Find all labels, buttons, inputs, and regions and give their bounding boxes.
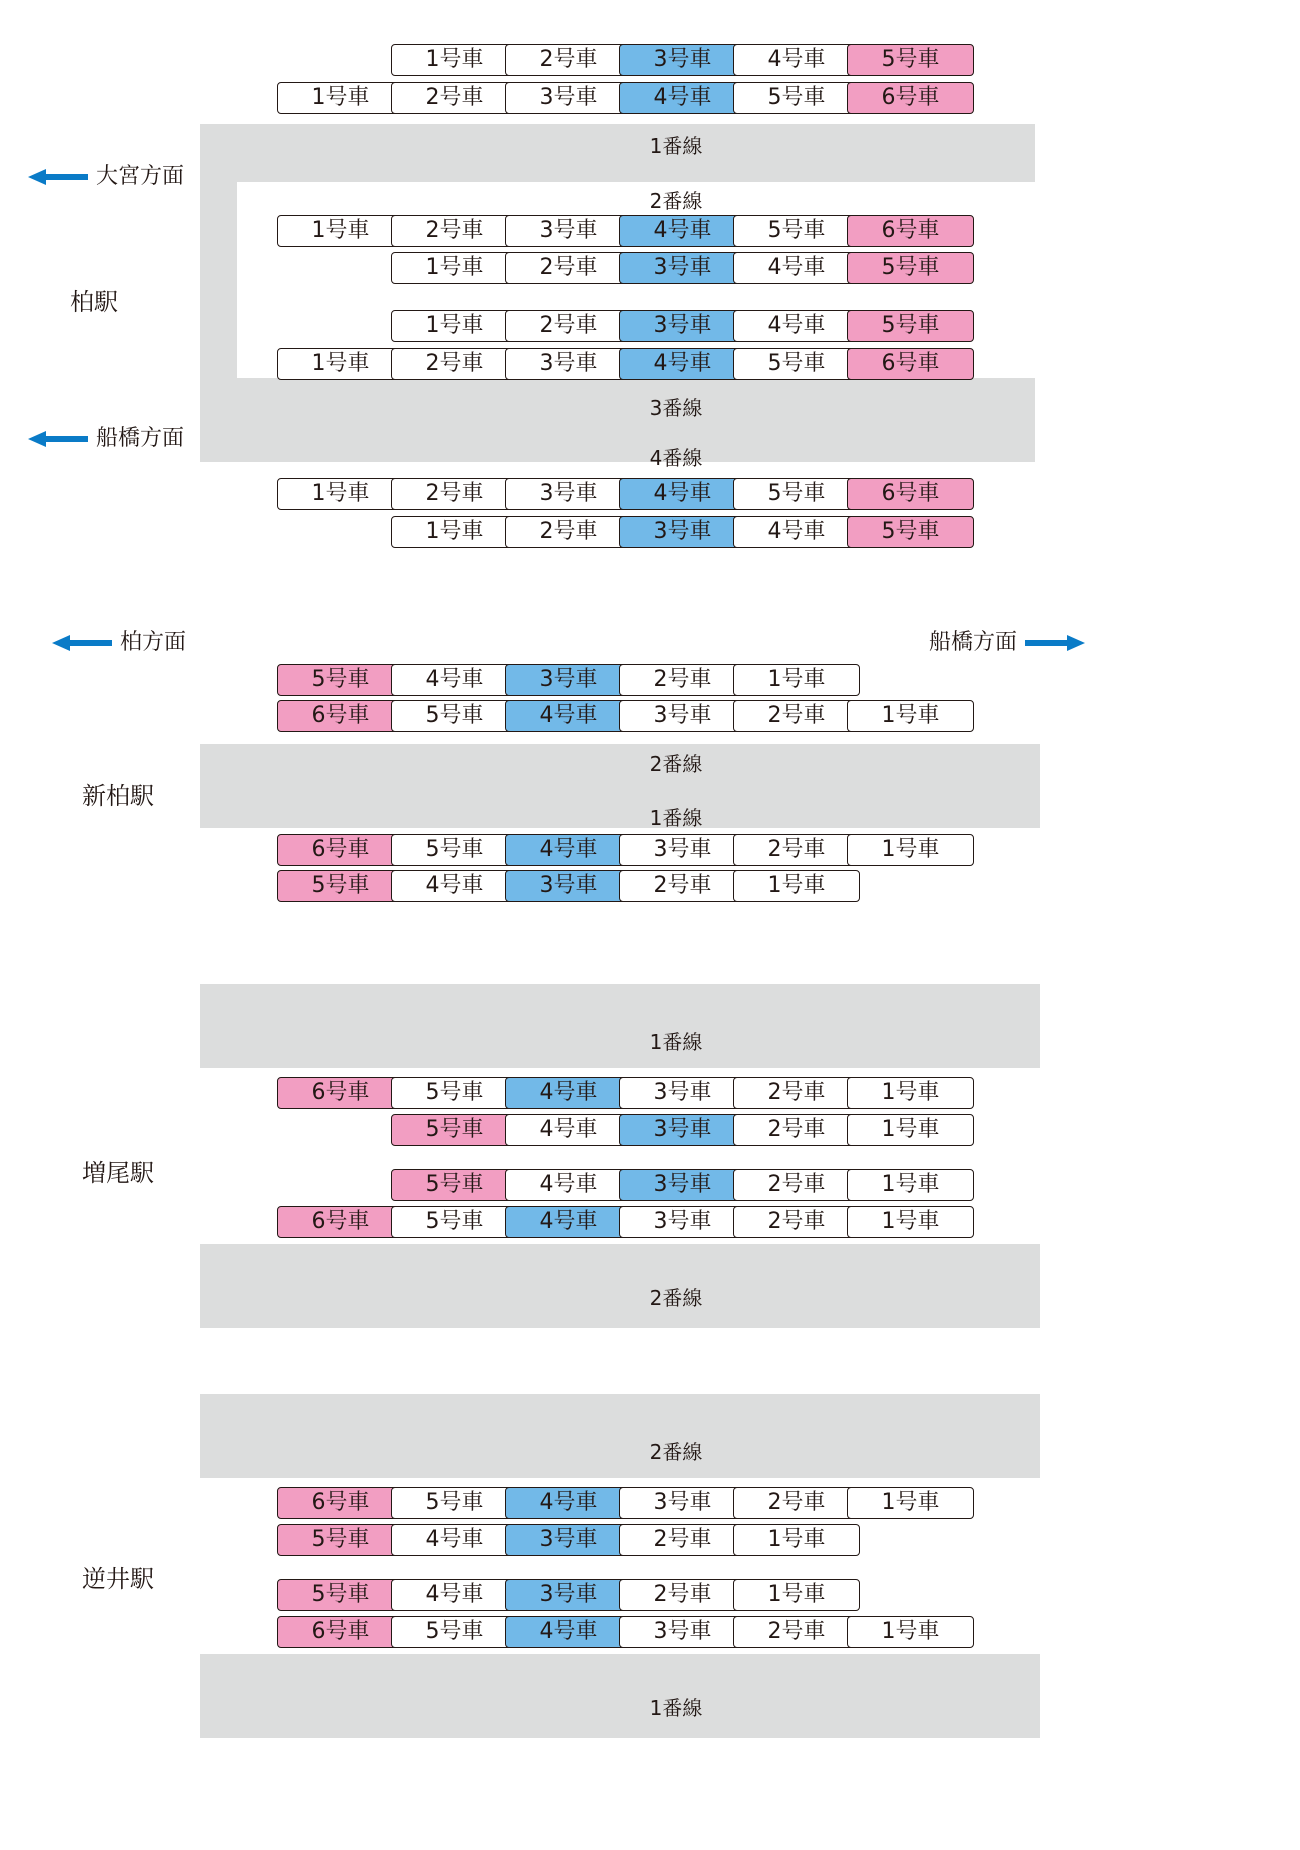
car-box: 1号車 — [277, 215, 404, 247]
car-box: 2号車 — [733, 1114, 860, 1146]
car-box: 3号車 — [505, 1524, 632, 1556]
car-box: 1号車 — [391, 516, 518, 548]
car-box: 3号車 — [619, 310, 746, 342]
car-box: 1号車 — [847, 1114, 974, 1146]
car-box: 4号車 — [733, 252, 860, 284]
track-label: 3番線 — [649, 396, 703, 420]
car-box: 5号車 — [733, 82, 860, 114]
car-box: 1号車 — [277, 348, 404, 380]
car-box: 6号車 — [277, 834, 404, 866]
direction-label: 大宮方面 — [96, 164, 185, 189]
car-box: 4号車 — [733, 516, 860, 548]
station-name: 柏駅 — [70, 288, 118, 316]
car-box: 4号車 — [505, 1077, 632, 1109]
car-box: 2号車 — [505, 252, 632, 284]
direction-indicator — [929, 628, 1085, 658]
track-label: 2番線 — [649, 752, 703, 776]
car-box: 1号車 — [847, 700, 974, 732]
car-box: 3号車 — [619, 1169, 746, 1201]
car-box: 4号車 — [619, 478, 746, 510]
car-box: 4号車 — [619, 348, 746, 380]
car-box: 4号車 — [505, 1114, 632, 1146]
car-box: 4号車 — [505, 1206, 632, 1238]
car-box: 2号車 — [733, 1206, 860, 1238]
station-name: 逆井駅 — [82, 1565, 154, 1593]
car-box: 3号車 — [505, 82, 632, 114]
car-box: 2号車 — [619, 1524, 746, 1556]
car-box: 4号車 — [391, 870, 518, 902]
car-box: 3号車 — [619, 834, 746, 866]
car-box: 1号車 — [277, 82, 404, 114]
car-box: 1号車 — [733, 1579, 860, 1611]
car-box: 1号車 — [733, 664, 860, 696]
track-label: 4番線 — [649, 446, 703, 470]
car-box: 2号車 — [733, 1487, 860, 1519]
car-box: 5号車 — [847, 44, 974, 76]
car-box: 4号車 — [619, 215, 746, 247]
car-box: 3号車 — [619, 1114, 746, 1146]
car-box: 5号車 — [391, 1169, 518, 1201]
arrow-right-icon — [1025, 635, 1085, 651]
car-box: 4号車 — [391, 1524, 518, 1556]
car-box: 2号車 — [733, 1169, 860, 1201]
car-box: 5号車 — [391, 700, 518, 732]
car-box: 2号車 — [733, 1077, 860, 1109]
car-box: 3号車 — [619, 700, 746, 732]
car-box: 6号車 — [277, 1206, 404, 1238]
track-label: 1番線 — [649, 1030, 703, 1054]
direction-indicator — [52, 628, 186, 658]
car-box: 3号車 — [505, 870, 632, 902]
direction-label: 船橋方面 — [96, 426, 185, 451]
car-box: 6号車 — [847, 478, 974, 510]
car-box: 3号車 — [619, 44, 746, 76]
car-box: 5号車 — [847, 310, 974, 342]
car-box: 1号車 — [391, 44, 518, 76]
car-box: 3号車 — [619, 1616, 746, 1648]
car-box: 4号車 — [391, 1579, 518, 1611]
car-box: 6号車 — [277, 1077, 404, 1109]
car-box: 2号車 — [391, 478, 518, 510]
station-name: 増尾駅 — [82, 1159, 154, 1187]
car-box: 2号車 — [619, 870, 746, 902]
direction-label: 船橋方面 — [928, 630, 1017, 655]
car-box: 4号車 — [505, 1487, 632, 1519]
car-box: 4号車 — [391, 664, 518, 696]
car-box: 3号車 — [505, 348, 632, 380]
car-box: 3号車 — [619, 1077, 746, 1109]
car-box: 3号車 — [505, 1579, 632, 1611]
car-box: 1号車 — [847, 1169, 974, 1201]
direction-label: 柏方面 — [120, 630, 187, 655]
car-box: 5号車 — [733, 215, 860, 247]
car-box: 5号車 — [277, 1524, 404, 1556]
car-box: 5号車 — [391, 1206, 518, 1238]
car-box: 4号車 — [733, 310, 860, 342]
car-box: 2号車 — [505, 516, 632, 548]
track-label: 1番線 — [649, 806, 703, 830]
car-box: 1号車 — [733, 870, 860, 902]
track-band — [200, 1394, 1040, 1478]
car-box: 5号車 — [847, 516, 974, 548]
car-box: 1号車 — [847, 1077, 974, 1109]
track-label: 1番線 — [649, 1696, 703, 1720]
car-box: 3号車 — [505, 215, 632, 247]
car-box: 2号車 — [619, 1579, 746, 1611]
car-box: 6号車 — [847, 348, 974, 380]
car-box: 3号車 — [619, 252, 746, 284]
car-box: 5号車 — [847, 252, 974, 284]
car-box: 1号車 — [391, 310, 518, 342]
car-box: 6号車 — [277, 1487, 404, 1519]
track-label: 2番線 — [649, 1440, 703, 1464]
car-box: 4号車 — [505, 1616, 632, 1648]
car-box: 3号車 — [619, 1206, 746, 1238]
car-box: 5号車 — [277, 1579, 404, 1611]
arrow-left-icon — [28, 169, 88, 185]
direction-indicator — [28, 162, 184, 192]
car-box: 3号車 — [505, 664, 632, 696]
car-box: 2号車 — [733, 700, 860, 732]
car-box: 1号車 — [847, 834, 974, 866]
car-box: 5号車 — [391, 834, 518, 866]
car-box: 5号車 — [391, 1114, 518, 1146]
car-box: 5号車 — [391, 1616, 518, 1648]
arrow-left-icon — [52, 635, 112, 651]
track-band — [200, 182, 237, 378]
track-label: 2番線 — [649, 1286, 703, 1310]
car-box: 1号車 — [847, 1616, 974, 1648]
car-box: 6号車 — [277, 700, 404, 732]
car-box: 5号車 — [391, 1487, 518, 1519]
car-box: 5号車 — [733, 478, 860, 510]
track-label: 2番線 — [649, 189, 703, 213]
track-label: 1番線 — [649, 134, 703, 158]
car-box: 2号車 — [733, 1616, 860, 1648]
car-box: 4号車 — [505, 1169, 632, 1201]
car-box: 1号車 — [847, 1487, 974, 1519]
station-name: 新柏駅 — [82, 782, 154, 810]
car-box: 2号車 — [391, 82, 518, 114]
car-box: 5号車 — [733, 348, 860, 380]
car-box: 6号車 — [847, 82, 974, 114]
direction-indicator — [28, 424, 184, 454]
car-box: 2号車 — [391, 348, 518, 380]
car-box: 4号車 — [619, 82, 746, 114]
car-box: 1号車 — [847, 1206, 974, 1238]
car-box: 5号車 — [277, 870, 404, 902]
car-box: 5号車 — [391, 1077, 518, 1109]
car-box: 1号車 — [733, 1524, 860, 1556]
car-box: 2号車 — [619, 664, 746, 696]
car-box: 2号車 — [505, 44, 632, 76]
car-box: 4号車 — [505, 700, 632, 732]
car-box: 6号車 — [847, 215, 974, 247]
arrow-left-icon — [28, 431, 88, 447]
car-box: 3号車 — [619, 516, 746, 548]
car-box: 3号車 — [619, 1487, 746, 1519]
car-box: 4号車 — [733, 44, 860, 76]
car-box: 2号車 — [505, 310, 632, 342]
car-box: 3号車 — [505, 478, 632, 510]
car-box: 2号車 — [391, 215, 518, 247]
car-box: 4号車 — [505, 834, 632, 866]
car-box: 2号車 — [733, 834, 860, 866]
track-band — [200, 984, 1040, 1068]
car-box: 1号車 — [277, 478, 404, 510]
car-box: 1号車 — [391, 252, 518, 284]
car-box: 6号車 — [277, 1616, 404, 1648]
car-box: 5号車 — [277, 664, 404, 696]
